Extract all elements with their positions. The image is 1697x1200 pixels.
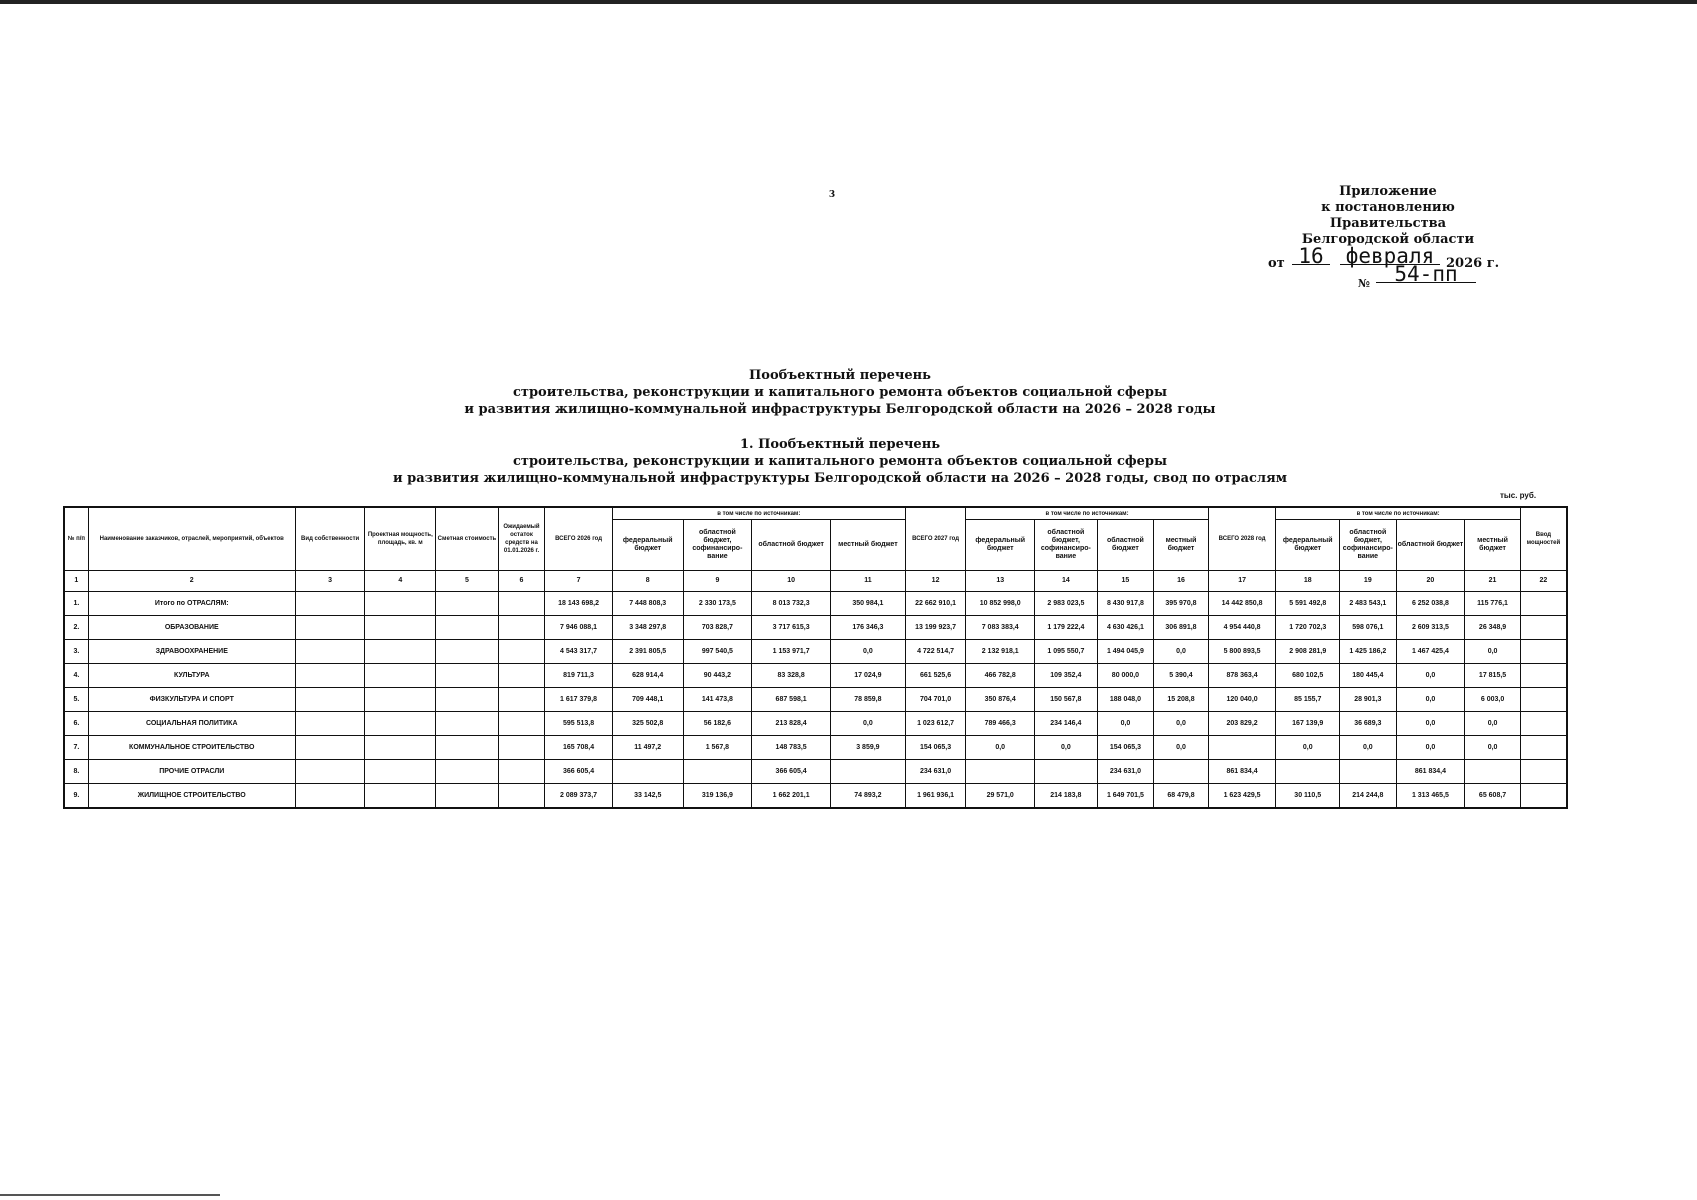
value-cell: 176 346,3: [831, 616, 906, 640]
row-number: 7.: [64, 736, 88, 760]
value-cell: 33 142,5: [612, 784, 683, 809]
header-cell: федеральный бюджет: [1276, 520, 1340, 571]
value-cell: [1276, 760, 1340, 784]
value-cell: 1 720 702,3: [1276, 616, 1340, 640]
value-cell: 1 617 379,8: [545, 688, 613, 712]
table-row: [64, 712, 1567, 736]
column-number: 1: [64, 571, 88, 592]
header-cell: ВСЕГО 2026 год: [545, 507, 613, 571]
header-group-label: в том числе по источникам:: [966, 507, 1208, 520]
header-cell: областной бюджет: [1396, 520, 1465, 571]
value-cell: [1035, 760, 1098, 784]
value-cell: 188 048,0: [1097, 688, 1154, 712]
value-cell: [365, 712, 436, 736]
document-title-line: строительства, реконструкции и капитального ремонта объектов социальной сферы: [513, 385, 1167, 400]
value-cell: 1 623 429,5: [1208, 784, 1276, 809]
value-cell: [1520, 592, 1567, 616]
value-cell: 7 083 383,4: [966, 616, 1035, 640]
header-group-label: в том числе по источникам:: [612, 507, 905, 520]
value-cell: [436, 736, 499, 760]
value-cell: [295, 616, 365, 640]
header-group-label: в том числе по источникам:: [1276, 507, 1520, 520]
value-cell: 2 330 173,5: [683, 592, 752, 616]
value-cell: 3 717 615,3: [752, 616, 831, 640]
value-cell: 17 024,9: [831, 664, 906, 688]
section-title: [380, 436, 1300, 487]
column-number: 13: [966, 571, 1035, 592]
column-number: 6: [498, 571, 544, 592]
value-cell: 5 800 893,5: [1208, 640, 1276, 664]
header-cell: местный бюджет: [1154, 520, 1209, 571]
value-cell: 11 497,2: [612, 736, 683, 760]
value-cell: [436, 640, 499, 664]
value-cell: [1465, 760, 1521, 784]
value-cell: 234 146,4: [1035, 712, 1098, 736]
value-cell: [365, 640, 436, 664]
value-cell: 3 859,9: [831, 736, 906, 760]
value-cell: 214 183,8: [1035, 784, 1098, 809]
value-cell: 74 893,2: [831, 784, 906, 809]
value-cell: 350 984,1: [831, 592, 906, 616]
appendix-line: Приложение: [1339, 184, 1437, 199]
header-cell: областной бюджет, софинансиро-вание: [1340, 520, 1397, 571]
header-cell: Ввод мощностей: [1520, 507, 1567, 571]
value-cell: [831, 760, 906, 784]
value-cell: 1 494 045,9: [1097, 640, 1154, 664]
column-number: 14: [1035, 571, 1098, 592]
value-cell: 154 065,3: [1097, 736, 1154, 760]
column-number: 11: [831, 571, 906, 592]
column-number: 3: [295, 571, 365, 592]
value-cell: [295, 736, 365, 760]
value-cell: 28 901,3: [1340, 688, 1397, 712]
row-name: ОБРАЗОВАНИЕ: [88, 616, 295, 640]
row-number: 5.: [64, 688, 88, 712]
page-number: 3: [828, 190, 836, 200]
column-number: 4: [365, 571, 436, 592]
column-number: 20: [1396, 571, 1465, 592]
section-title-line: и развития жилищно-коммунальной инфраструктуры Белгородской области на 2026 – 2028 годы, свод по отраслям: [393, 471, 1287, 486]
value-cell: [1520, 784, 1567, 809]
header-cell: ВСЕГО 2027 год: [905, 507, 966, 571]
header-cell: областной бюджет, софинансиро-вание: [1035, 520, 1098, 571]
value-cell: 2 908 281,9: [1276, 640, 1340, 664]
row-name: Итого по ОТРАСЛЯМ:: [88, 592, 295, 616]
value-cell: 1 313 465,5: [1396, 784, 1465, 809]
value-cell: 0,0: [1276, 736, 1340, 760]
value-cell: 680 102,5: [1276, 664, 1340, 688]
value-cell: [1520, 616, 1567, 640]
header-cell: областной бюджет: [752, 520, 831, 571]
appendix-line: к постановлению Правительства: [1321, 200, 1455, 231]
value-cell: 0,0: [1465, 712, 1521, 736]
value-cell: 0,0: [831, 712, 906, 736]
value-cell: [498, 688, 544, 712]
value-cell: 0,0: [1340, 736, 1397, 760]
value-cell: [295, 688, 365, 712]
value-cell: 0,0: [1154, 640, 1209, 664]
table-row: [64, 664, 1567, 688]
value-cell: 214 244,8: [1340, 784, 1397, 809]
value-cell: 0,0: [1154, 712, 1209, 736]
value-cell: 141 473,8: [683, 688, 752, 712]
table-row: [64, 616, 1567, 640]
value-cell: 2 983 023,5: [1035, 592, 1098, 616]
value-cell: 22 662 910,1: [905, 592, 966, 616]
value-cell: 1 662 201,1: [752, 784, 831, 809]
value-cell: [365, 760, 436, 784]
value-cell: 4 954 440,8: [1208, 616, 1276, 640]
value-cell: 2 391 805,5: [612, 640, 683, 664]
row-name: ПРОЧИЕ ОТРАСЛИ: [88, 760, 295, 784]
value-cell: 30 110,5: [1276, 784, 1340, 809]
number-prefix: №: [1358, 277, 1370, 290]
appendix-line: Белгородской области: [1301, 232, 1475, 247]
value-cell: 5 390,4: [1154, 664, 1209, 688]
header-cell: Наименование заказчиков, отраслей, мероприятий, объектов: [88, 507, 295, 571]
value-cell: 234 631,0: [1097, 760, 1154, 784]
value-cell: [498, 712, 544, 736]
column-number-row: [64, 571, 1567, 592]
date-year: 2026 г.: [1446, 256, 1500, 271]
row-number: 3.: [64, 640, 88, 664]
value-cell: 0,0: [831, 640, 906, 664]
value-cell: 14 442 850,8: [1208, 592, 1276, 616]
value-cell: 234 631,0: [905, 760, 966, 784]
document-title: [380, 367, 1300, 418]
value-cell: 109 352,4: [1035, 664, 1098, 688]
value-cell: [498, 664, 544, 688]
value-cell: 687 598,1: [752, 688, 831, 712]
value-cell: 325 502,8: [612, 712, 683, 736]
value-cell: [683, 760, 752, 784]
value-cell: 80 000,0: [1097, 664, 1154, 688]
column-number: 7: [545, 571, 613, 592]
value-cell: 150 567,8: [1035, 688, 1098, 712]
value-cell: 13 199 923,7: [905, 616, 966, 640]
value-cell: 598 076,1: [1340, 616, 1397, 640]
header-cell: местный бюджет: [831, 520, 906, 571]
value-cell: [436, 616, 499, 640]
value-cell: [1520, 712, 1567, 736]
row-name: КОММУНАЛЬНОЕ СТРОИТЕЛЬСТВО: [88, 736, 295, 760]
value-cell: 350 876,4: [966, 688, 1035, 712]
value-cell: [295, 664, 365, 688]
value-cell: 4 630 426,1: [1097, 616, 1154, 640]
value-cell: 165 708,4: [545, 736, 613, 760]
value-cell: 1 023 612,7: [905, 712, 966, 736]
column-number: 10: [752, 571, 831, 592]
column-number: 21: [1465, 571, 1521, 592]
value-cell: 704 701,0: [905, 688, 966, 712]
date-month: февраля: [1340, 248, 1440, 265]
value-cell: 15 208,8: [1154, 688, 1209, 712]
value-cell: [498, 736, 544, 760]
value-cell: [365, 784, 436, 809]
value-cell: [1208, 736, 1276, 760]
value-cell: 878 363,4: [1208, 664, 1276, 688]
column-number: 15: [1097, 571, 1154, 592]
value-cell: 0,0: [1396, 736, 1465, 760]
value-cell: 7 448 808,3: [612, 592, 683, 616]
header-cell: Ожидаемый остаток средств на 01.01.2026 г.: [498, 507, 544, 571]
value-cell: 861 834,4: [1396, 760, 1465, 784]
document-title-line: и развития жилищно-коммунальной инфраструктуры Белгородской области на 2026 – 2028 годы: [464, 402, 1216, 417]
value-cell: 0,0: [1396, 688, 1465, 712]
value-cell: [498, 760, 544, 784]
value-cell: 306 891,8: [1154, 616, 1209, 640]
value-cell: [1154, 760, 1209, 784]
appendix-block: [1268, 184, 1508, 292]
value-cell: [436, 784, 499, 809]
value-cell: [1520, 760, 1567, 784]
value-cell: 83 328,8: [752, 664, 831, 688]
column-number: 17: [1208, 571, 1276, 592]
header-cell: федеральный бюджет: [966, 520, 1035, 571]
value-cell: [365, 616, 436, 640]
value-cell: 17 815,5: [1465, 664, 1521, 688]
value-cell: 5 591 492,8: [1276, 592, 1340, 616]
value-cell: 0,0: [1465, 736, 1521, 760]
section-title-line: 1. Пообъектный перечень: [739, 437, 941, 452]
value-cell: [365, 592, 436, 616]
value-cell: 1 153 971,7: [752, 640, 831, 664]
header-cell: Проектная мощность, площадь, кв. м: [365, 507, 436, 571]
scan-edge-bottom: [0, 1194, 220, 1196]
row-name: КУЛЬТУРА: [88, 664, 295, 688]
row-number: 2.: [64, 616, 88, 640]
header-cell: федеральный бюджет: [612, 520, 683, 571]
value-cell: 18 143 698,2: [545, 592, 613, 616]
value-cell: 8 430 917,8: [1097, 592, 1154, 616]
header-cell: областной бюджет, софинансиро-вание: [683, 520, 752, 571]
row-number: 8.: [64, 760, 88, 784]
column-number: 16: [1154, 571, 1209, 592]
value-cell: 0,0: [1396, 664, 1465, 688]
value-cell: 709 448,1: [612, 688, 683, 712]
value-cell: 2 483 543,1: [1340, 592, 1397, 616]
value-cell: [1520, 688, 1567, 712]
value-cell: 213 828,4: [752, 712, 831, 736]
table-row: [64, 688, 1567, 712]
value-cell: [295, 592, 365, 616]
value-cell: [436, 688, 499, 712]
value-cell: 154 065,3: [905, 736, 966, 760]
value-cell: 0,0: [1396, 712, 1465, 736]
value-cell: 3 348 297,8: [612, 616, 683, 640]
row-name: ЗДРАВООХРАНЕНИЕ: [88, 640, 295, 664]
value-cell: 395 970,8: [1154, 592, 1209, 616]
value-cell: 2 089 373,7: [545, 784, 613, 809]
value-cell: 115 776,1: [1465, 592, 1521, 616]
value-cell: [1340, 760, 1397, 784]
header-cell: ВСЕГО 2028 год: [1208, 507, 1276, 571]
value-cell: [1520, 736, 1567, 760]
value-cell: 148 783,5: [752, 736, 831, 760]
value-cell: 36 689,3: [1340, 712, 1397, 736]
value-cell: 0,0: [1154, 736, 1209, 760]
value-cell: 7 946 088,1: [545, 616, 613, 640]
header-row-groups: [64, 507, 1567, 520]
table-row: [64, 760, 1567, 784]
value-cell: 0,0: [1035, 736, 1098, 760]
value-cell: 1 425 186,2: [1340, 640, 1397, 664]
value-cell: [498, 640, 544, 664]
value-cell: 1 179 222,4: [1035, 616, 1098, 640]
value-cell: 466 782,8: [966, 664, 1035, 688]
value-cell: 1 467 425,4: [1396, 640, 1465, 664]
value-cell: 319 136,9: [683, 784, 752, 809]
row-name: ФИЗКУЛЬТУРА И СПОРТ: [88, 688, 295, 712]
section-title-line: строительства, реконструкции и капитального ремонта объектов социальной сферы: [513, 454, 1167, 469]
value-cell: 0,0: [966, 736, 1035, 760]
column-number: 2: [88, 571, 295, 592]
value-cell: 997 540,5: [683, 640, 752, 664]
value-cell: 861 834,4: [1208, 760, 1276, 784]
value-cell: [966, 760, 1035, 784]
value-cell: [436, 664, 499, 688]
value-cell: [498, 784, 544, 809]
table-row: [64, 640, 1567, 664]
row-number: 6.: [64, 712, 88, 736]
value-cell: [498, 592, 544, 616]
value-cell: [498, 616, 544, 640]
column-number: 12: [905, 571, 966, 592]
value-cell: [1520, 664, 1567, 688]
date-day: 16: [1292, 248, 1330, 265]
value-cell: 167 139,9: [1276, 712, 1340, 736]
column-number: 19: [1340, 571, 1397, 592]
value-cell: 1 095 550,7: [1035, 640, 1098, 664]
row-number: 9.: [64, 784, 88, 809]
value-cell: 6 003,0: [1465, 688, 1521, 712]
value-cell: 85 155,7: [1276, 688, 1340, 712]
value-cell: [436, 592, 499, 616]
value-cell: 1 567,8: [683, 736, 752, 760]
value-cell: 6 252 038,8: [1396, 592, 1465, 616]
value-cell: 1 649 701,5: [1097, 784, 1154, 809]
value-cell: 366 605,4: [752, 760, 831, 784]
column-number: 22: [1520, 571, 1567, 592]
value-cell: 366 605,4: [545, 760, 613, 784]
value-cell: [436, 712, 499, 736]
column-number: 8: [612, 571, 683, 592]
value-cell: 1 961 936,1: [905, 784, 966, 809]
number-value: 54-пп: [1376, 266, 1476, 283]
value-cell: 180 445,4: [1340, 664, 1397, 688]
column-number: 18: [1276, 571, 1340, 592]
value-cell: 90 443,2: [683, 664, 752, 688]
table-row: [64, 736, 1567, 760]
header-cell: Вид собственности: [295, 507, 365, 571]
table-row: [64, 784, 1567, 809]
value-cell: 819 711,3: [545, 664, 613, 688]
value-cell: 68 479,8: [1154, 784, 1209, 809]
value-cell: [295, 712, 365, 736]
value-cell: 2 132 918,1: [966, 640, 1035, 664]
column-number: 9: [683, 571, 752, 592]
value-cell: 2 609 313,5: [1396, 616, 1465, 640]
value-cell: 0,0: [1097, 712, 1154, 736]
header-cell: Сметная стоимость: [436, 507, 499, 571]
value-cell: 789 466,3: [966, 712, 1035, 736]
header-cell: местный бюджет: [1465, 520, 1521, 571]
value-cell: [436, 760, 499, 784]
value-cell: 4 722 514,7: [905, 640, 966, 664]
value-cell: 4 543 317,7: [545, 640, 613, 664]
summary-table: [63, 506, 1568, 809]
document-title-line: Пообъектный перечень: [749, 368, 931, 383]
value-cell: [365, 664, 436, 688]
value-cell: 29 571,0: [966, 784, 1035, 809]
table-row: [64, 592, 1567, 616]
value-cell: 595 513,8: [545, 712, 613, 736]
value-cell: 78 859,8: [831, 688, 906, 712]
value-cell: [295, 640, 365, 664]
scan-edge-top: [0, 0, 1697, 4]
column-number: 5: [436, 571, 499, 592]
header-cell: № п/п: [64, 507, 88, 571]
value-cell: [295, 784, 365, 809]
value-cell: [612, 760, 683, 784]
value-cell: 8 013 732,3: [752, 592, 831, 616]
row-name: ЖИЛИЩНОЕ СТРОИТЕЛЬСТВО: [88, 784, 295, 809]
value-cell: [365, 736, 436, 760]
value-cell: 203 829,2: [1208, 712, 1276, 736]
value-cell: 120 040,0: [1208, 688, 1276, 712]
value-cell: 26 348,9: [1465, 616, 1521, 640]
header-cell: областной бюджет: [1097, 520, 1154, 571]
value-cell: [1520, 640, 1567, 664]
date-prefix: от: [1268, 256, 1285, 271]
value-cell: 0,0: [1465, 640, 1521, 664]
value-cell: [295, 760, 365, 784]
value-cell: 56 182,6: [683, 712, 752, 736]
units-label: тыс. руб.: [1500, 491, 1537, 500]
value-cell: 661 525,6: [905, 664, 966, 688]
row-number: 1.: [64, 592, 88, 616]
value-cell: 10 852 998,0: [966, 592, 1035, 616]
row-name: СОЦИАЛЬНАЯ ПОЛИТИКА: [88, 712, 295, 736]
value-cell: 628 914,4: [612, 664, 683, 688]
value-cell: [365, 688, 436, 712]
value-cell: 703 828,7: [683, 616, 752, 640]
value-cell: 65 608,7: [1465, 784, 1521, 809]
row-number: 4.: [64, 664, 88, 688]
